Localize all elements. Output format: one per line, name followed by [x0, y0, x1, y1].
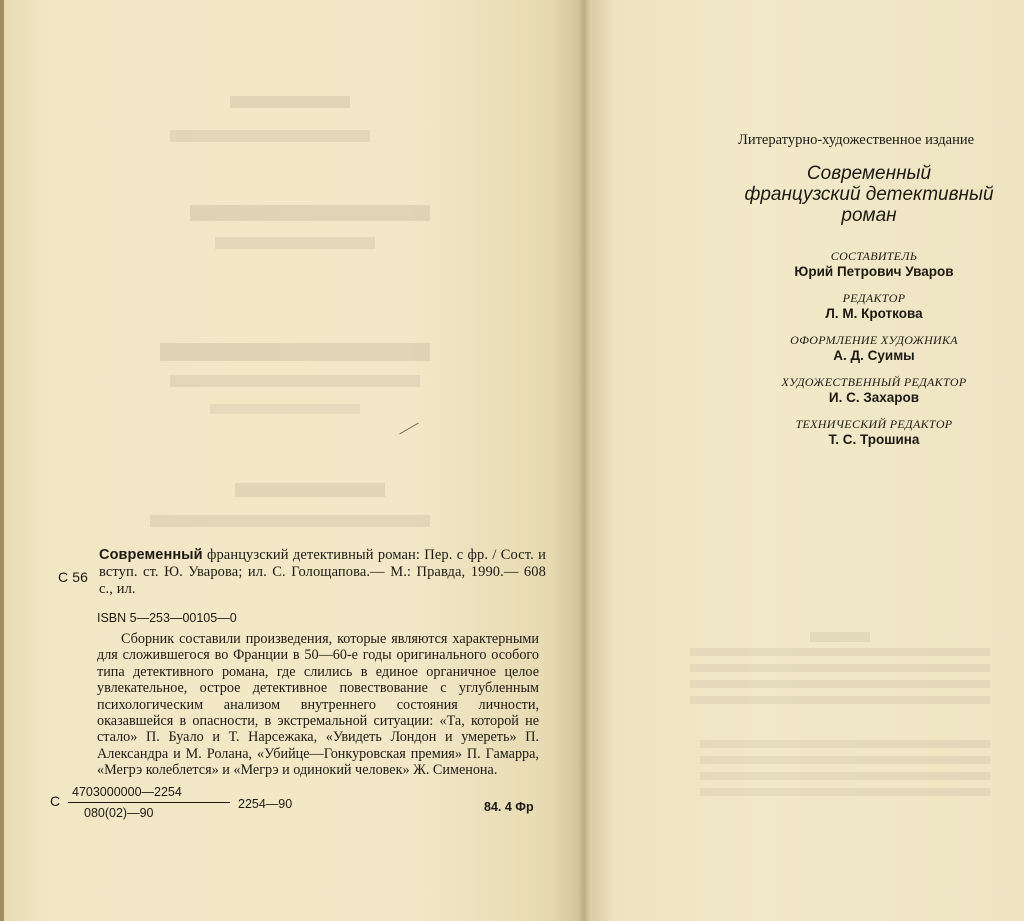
bibliographic-title: Современный: [99, 547, 203, 563]
page-edge: [0, 0, 4, 921]
isbn: ISBN 5—253—00105—0: [97, 611, 237, 625]
credit-art-editor: [746, 374, 1002, 406]
book-title-line: французский детективный: [744, 184, 994, 205]
formula-denominator: 080(02)—90: [84, 806, 154, 820]
credit-role: СОСТАВИТЕЛЬ: [830, 249, 918, 263]
credit-role: ОФОРМЛЕНИЕ ХУДОЖНИКА: [790, 333, 958, 347]
bibliographic-record: [58, 547, 546, 598]
credit-name: Т. С. Трошина: [828, 432, 920, 447]
credit-design: [746, 332, 1002, 364]
credit-role: ХУДОЖЕСТВЕННЫЙ РЕДАКТОР: [781, 375, 967, 389]
book-title: [728, 163, 1010, 226]
credits-list: [746, 248, 1002, 458]
credit-name: Л. М. Кроткова: [825, 306, 923, 321]
book-gutter: [578, 0, 592, 921]
credit-name: А. Д. Суимы: [833, 348, 915, 363]
call-number: С 56: [58, 569, 88, 585]
credit-editor: [746, 290, 1002, 322]
bibliographic-text: [99, 547, 546, 598]
edition-type: Литературно-художественное издание: [738, 132, 975, 148]
bibliographic-details: французский детективный роман: Пер. с фр. / Сост. и вступ. ст. Ю. Уварова; ил. С. Голощапова.— М.: Правда, 1990.— 608 с., ил.: [99, 547, 546, 597]
formula-letter: С: [50, 793, 61, 809]
book-title-line: роман: [841, 205, 897, 226]
credit-name: Юрий Петрович Уваров: [794, 264, 954, 279]
formula-numerator: 4703000000—2254: [72, 785, 182, 799]
credit-tech-editor: [746, 416, 1002, 448]
classification-code: 84. 4 Фр: [484, 800, 534, 814]
credit-name: И. С. Захаров: [828, 390, 920, 405]
abstract-text: Сборник составили произведения, которые являются характерными для сложившегося во Франции в 50—60-е годы оригинального особого типа детективного романа, где слились в единое органичное целое увлекательное, острое детективное повествование с углубленным психологическим анализом внутреннего состояния личности, оказавшейся в опасности, в экстремальной ситуации: «Та, которой не стало» П. Буало и Т. Нарсежака, «Увидеть Лондон и умереть» П. Александра и М. Ролана, «Убийце—Гонкуровская премия» П. Гамарра, «Мегрэ колеблется» и «Мегрэ и одинокий человек» Ж. Сименона.: [97, 631, 539, 779]
formula-code: 2254—90: [238, 797, 293, 811]
credit-role: РЕДАКТОР: [842, 291, 906, 305]
book-title-line: Современный: [806, 163, 932, 184]
credit-compiler: [746, 248, 1002, 280]
credit-role: ТЕХНИЧЕСКИЙ РЕДАКТОР: [795, 417, 953, 431]
formula-fraction-bar: [68, 802, 230, 803]
abstract: [97, 631, 539, 779]
